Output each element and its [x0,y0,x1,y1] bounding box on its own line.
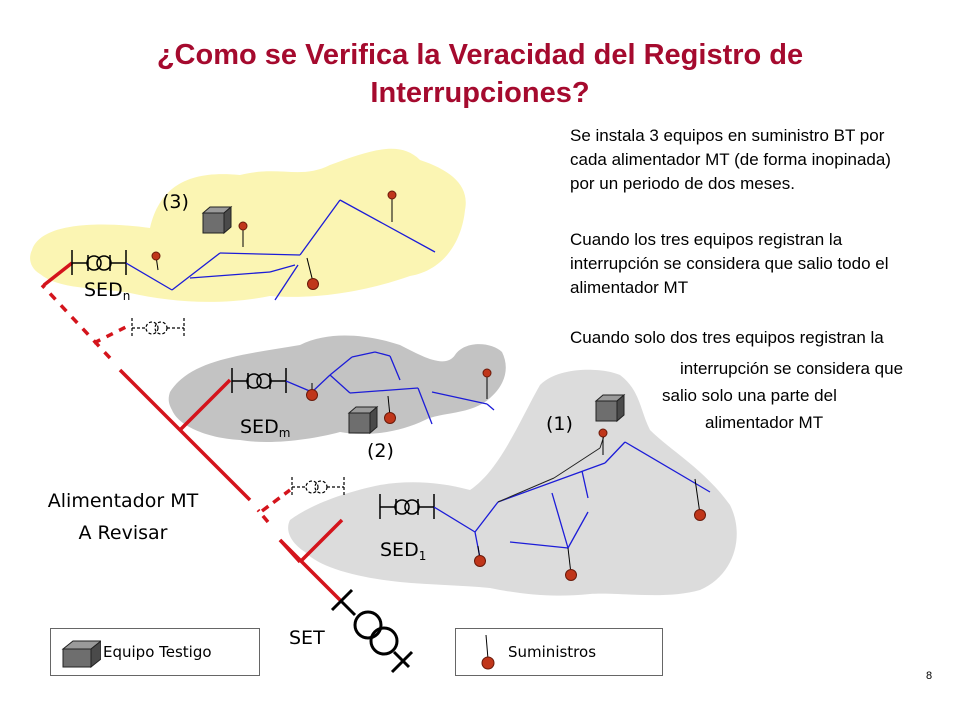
supply-dot [152,252,160,260]
set-transformer [332,590,412,672]
feeder-label-line-2: A Revisar [78,522,168,544]
note-paragraph-3-cont2 [662,384,837,408]
open-switch-lower [292,477,344,497]
note-line: por un periodo de dos meses. [570,174,795,193]
supply-dot [475,556,486,567]
note-line: alimentador MT [705,413,824,432]
legend-suministros-label: Suministros [508,643,597,661]
sed-1-label: $SED_1$ [380,539,427,563]
equipo-testigo-icon [61,635,101,675]
title-line-1: ¿Como se Verifica la Veracidad del Registro de [156,39,804,71]
sed-n-label: $SED_n$ [84,279,131,303]
marker-2-label: (2) [367,440,394,462]
note-line: Cuando solo dos tres equipos registran la [570,328,884,347]
note-paragraph-3-cont3 [705,411,823,435]
note-line: interrupción se considera que salio todo el [570,254,889,273]
supply-dot [308,279,319,290]
marker-3-label: (3) [162,191,189,213]
note-paragraph-1 [570,124,891,196]
marker-1-label: (1) [546,413,573,435]
legend-equipo-testigo [50,628,260,676]
note-line: interrupción se considera que [680,359,904,378]
equipo-testigo-1 [596,395,624,421]
supply-dot [385,413,396,424]
supply-dot [566,570,577,581]
note-line: salio solo una parte del [662,386,837,405]
supply-dot [388,191,396,199]
feeder-label-line-1: Alimentador MT [47,490,199,512]
page-number: 8 [926,670,933,682]
note-paragraph-3-cont [680,357,903,381]
supply-dot [483,369,491,377]
sed-m-label: $SED_m$ [240,416,291,440]
note-paragraph-3 [570,326,884,350]
open-switch-upper [132,318,184,338]
note-line: cada alimentador MT (de forma inopinada) [570,150,891,169]
note-line: Se instala 3 equipos en suministro BT por [570,126,885,145]
title-line-2: Interrupciones? [370,77,590,109]
legend-suministros [455,628,663,676]
supply-dot [599,429,607,437]
set-label: SET [289,627,325,649]
equipo-testigo-2 [349,407,377,433]
note-paragraph-2 [570,228,888,300]
legend-equipo-label: Equipo Testigo [103,643,212,661]
note-line: alimentador MT [570,278,689,297]
equipo-testigo-3 [203,207,231,233]
supply-dot [307,390,318,401]
note-line: Cuando los tres equipos registran la [570,230,843,249]
supply-dot [239,222,247,230]
supply-dot [695,510,706,521]
